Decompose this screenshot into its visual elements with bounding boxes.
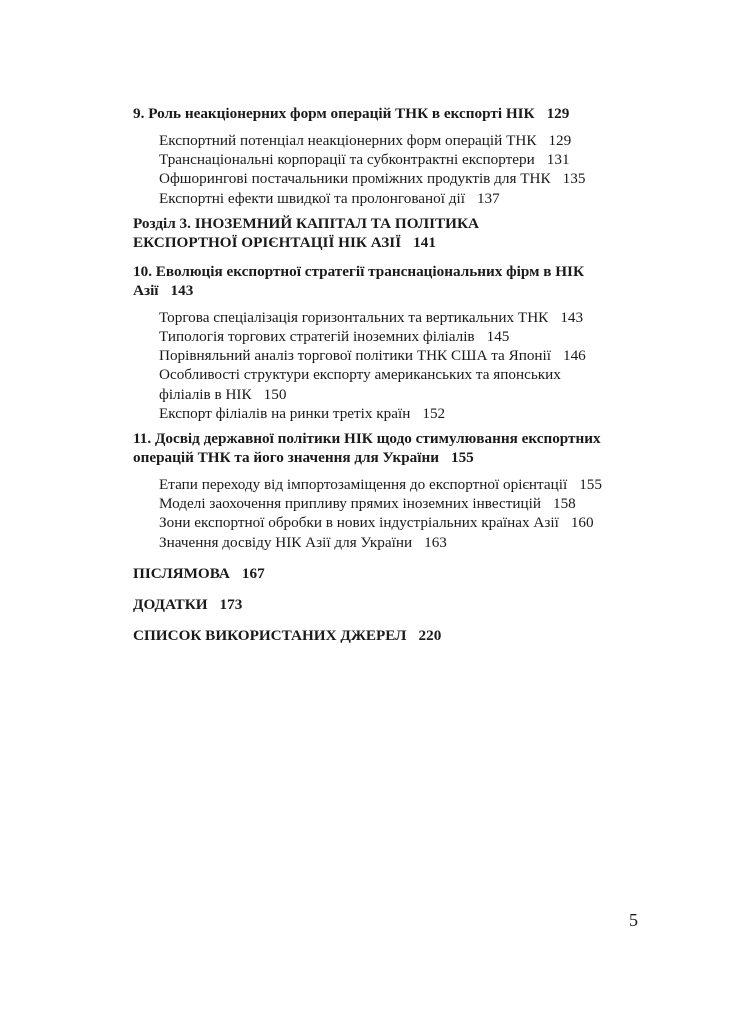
toc-item-title: Моделі заохочення припливу прямих іноземних інвестицій (159, 495, 541, 513)
toc-references (133, 626, 623, 645)
toc-page-number: 141 (413, 233, 436, 251)
toc-page-number: 163 (424, 533, 447, 551)
toc-entry-title: ДОДАТКИ (133, 595, 208, 613)
toc-item (133, 327, 623, 346)
toc-item (133, 513, 623, 532)
toc-item (133, 346, 623, 365)
toc-section-title-line1: Розділ 3. ІНОЗЕМНИЙ КАПІТАЛ ТА ПОЛІТИКА (133, 214, 479, 232)
page-number: 5 (629, 910, 638, 930)
toc-page-number: 152 (422, 404, 446, 422)
toc-page-number: 143 (170, 281, 194, 299)
toc-chapter-10 (133, 262, 623, 300)
toc-item (133, 150, 623, 169)
toc-chapter-9 (133, 104, 623, 123)
toc-chapter-title: 9. Роль неакціонерних форм операцій ТНК в експорті НІК (133, 105, 535, 122)
toc-page-number: 220 (418, 626, 442, 644)
toc-chapter-title-line2: операцій ТНК та його значення для України (133, 449, 439, 467)
toc-section-3 (133, 214, 623, 252)
toc-page-number: 129 (548, 132, 572, 149)
toc-section-title-line2: ЕКСПОРТНОЇ ОРІЄНТАЦІЇ НІК АЗІЇ (133, 233, 402, 251)
toc-item-title: Експортний потенціал неакціонерних форм операцій ТНК (159, 132, 537, 149)
toc-item-title: Етапи переходу від імпортозаміщення до експортної орієнтації (159, 476, 568, 494)
toc-page-number: 155 (579, 476, 602, 494)
toc-item-title: Офшорингові постачальники проміжних продуктів для ТНК (159, 170, 551, 188)
toc-chapter-11 (133, 429, 623, 467)
toc-page-number: 143 (560, 308, 584, 326)
toc-page-number: 173 (219, 595, 243, 613)
toc-item (133, 189, 623, 208)
toc-item (133, 404, 623, 423)
toc-item-title: Типологія торгових стратегій іноземних філіалів (159, 328, 475, 346)
toc-page-number: 131 (546, 151, 570, 169)
toc-item (133, 131, 623, 150)
toc-page-number: 135 (562, 170, 586, 188)
toc-chapter-title-line1: 11. Досвід державної політики НІК щодо стимулювання експортних (133, 430, 601, 448)
toc-entry-title: ПІСЛЯМОВА (133, 564, 230, 582)
toc-chapter-title-line1: 10. Еволюція експортної стратегії транснаціональних фірм в НІК (133, 262, 584, 280)
toc-item-title: Порівняльний аналіз торгової політики ТНК США та Японії (159, 347, 551, 365)
toc-page-number: 150 (263, 385, 287, 403)
table-of-contents (133, 104, 623, 645)
toc-chapter-title-line2: Азії (133, 281, 159, 299)
toc-appendices (133, 595, 623, 614)
toc-item-title: Експортні ефекти швидкої та пролонгованої дії (159, 189, 465, 207)
toc-page-number: 158 (552, 495, 576, 513)
toc-item-title: Значення досвіду НІК Азії для України (159, 533, 413, 551)
toc-item (133, 533, 623, 552)
toc-item-title: Торгова спеціалізація горизонтальних та вертикальних ТНК (159, 308, 549, 326)
toc-page-number: 137 (476, 189, 500, 207)
toc-item (133, 308, 623, 327)
toc-page-number: 129 (546, 105, 570, 122)
toc-item (133, 365, 623, 403)
toc-item (133, 494, 623, 513)
toc-entry-title: СПИСОК ВИКОРИСТАНИХ ДЖЕРЕЛ (133, 626, 407, 644)
toc-page-number: 160 (570, 514, 594, 532)
toc-item-title-line2: філіалів в НІК (159, 385, 252, 403)
toc-item-title-line1: Особливості структури експорту американських та японських (159, 366, 561, 384)
toc-page-number: 167 (241, 564, 265, 582)
toc-item-title: Експорт філіалів на ринки третіх країн (159, 404, 411, 422)
toc-item (133, 169, 623, 188)
toc-page-number: 155 (450, 449, 474, 467)
toc-afterword (133, 564, 623, 583)
toc-page-number: 146 (562, 347, 586, 365)
toc-page-number: 145 (486, 328, 510, 346)
toc-item (133, 475, 623, 494)
toc-item-title: Зони експортної обробки в нових індустріальних країнах Азії (159, 514, 559, 532)
toc-item-title: Транснаціональні корпорації та субконтрактні експортери (159, 151, 535, 169)
